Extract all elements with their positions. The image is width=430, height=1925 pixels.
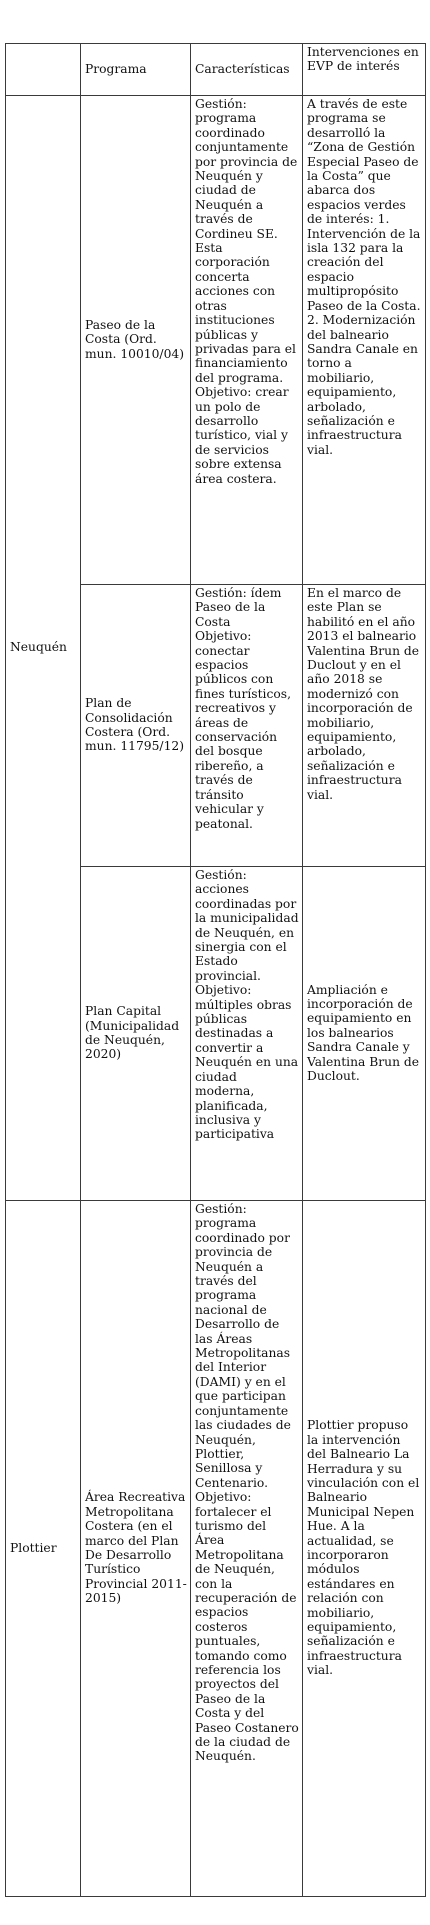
intervenciones-cell: Ampliación e incorporación de equipamiento en los balnearios Sandra Canale y Valentina Brun de Duclout. [303,867,426,1201]
caracteristicas-cell: Gestión: ídem Paseo de la Costa Objetivo: conectar espacios públicos con fines turísticos, recreativos y áreas de conservación del bosque ribereño, a través de tránsito vehicular y peatonal. [191,585,303,867]
programa-cell: Área Recreativa Metropolitana Costera (en el marco del Plan De Desarrollo Turístico Provincial 2011-2015) [81,1201,191,1897]
programa-cell: Plan Capital (Municipalidad de Neuquén, 2020) [81,867,191,1201]
table-row [6,96,426,585]
header-intervenciones: Intervenciones en EVP de interés [303,44,426,96]
region-cell-neuquen: Neuquén [6,96,81,1201]
table-row [6,1201,426,1897]
header-programa: Programa [81,44,191,96]
intervenciones-cell: A través de este programa se desarrolló la “Zona de Gestión Especial Paseo de la Costa” que abarca dos espacios verdes de interés: 1. Intervención de la isla 132 para la creación del espacio multipropósito Paseo de la Costa. 2. Modernización del balneario Sandra Canale en torno a mobiliario, equipamiento, arbolado, señalización e infraestructura vial. [303,96,426,585]
caracteristicas-cell: Gestión: programa coordinado conjuntamente por provincia de Neuquén y ciudad de Neuquén a través de Cordineu SE. Esta corporación concerta acciones con otras instituciones públicas y privadas para el financiamiento del programa. Objetivo: crear un polo de desarrollo turístico, vial y de servicios sobre extensa área costera. [191,96,303,585]
header-caracteristicas: Características [191,44,303,96]
caracteristicas-cell: Gestión: programa coordinado por provincia de Neuquén a través del programa nacional de Desarrollo de las Áreas Metropolitanas del Interior (DAMI) y en el que participan conjuntamente las ciudades de Neuquén, Plottier, Senillosa y Centenario. Objetivo: fortalecer el turismo del Área Metropolitana de Neuquén, con la recuperación de espacios costeros puntuales, tomando como referencia los proyectos del Paseo de la Costa y del Paseo Costanero de la ciudad de Neuquén. [191,1201,303,1897]
programa-cell: Plan de Consolidación Costera (Ord. mun. 11795/12) [81,585,191,867]
intervenciones-cell: Plottier propuso la intervención del Balneario La Herradura y su vinculación con el Balneario Municipal Nepen Hue. A la actualidad, se incorporaron módulos estándares en relación con mobiliario, equipamiento, señalización e infraestructura vial. [303,1201,426,1897]
header-row [6,44,426,96]
programs-table [5,43,426,1897]
region-cell-plottier: Plottier [6,1201,81,1897]
programa-cell: Paseo de la Costa (Ord. mun. 10010/04) [81,96,191,585]
caracteristicas-cell: Gestión: acciones coordinadas por la municipalidad de Neuquén, en sinergia con el Estado provincial. Objetivo: múltiples obras públicas destinadas a convertir a Neuquén en una ciudad moderna, planificada, inclusiva y participativa [191,867,303,1201]
intervenciones-cell: En el marco de este Plan se habilitó en el año 2013 el balneario Valentina Brun de Duclout y en el año 2018 se modernizó con incorporación de mobiliario, equipamiento, arbolado, señalización e infraestructura vial. [303,585,426,867]
header-region-cell [6,44,81,96]
